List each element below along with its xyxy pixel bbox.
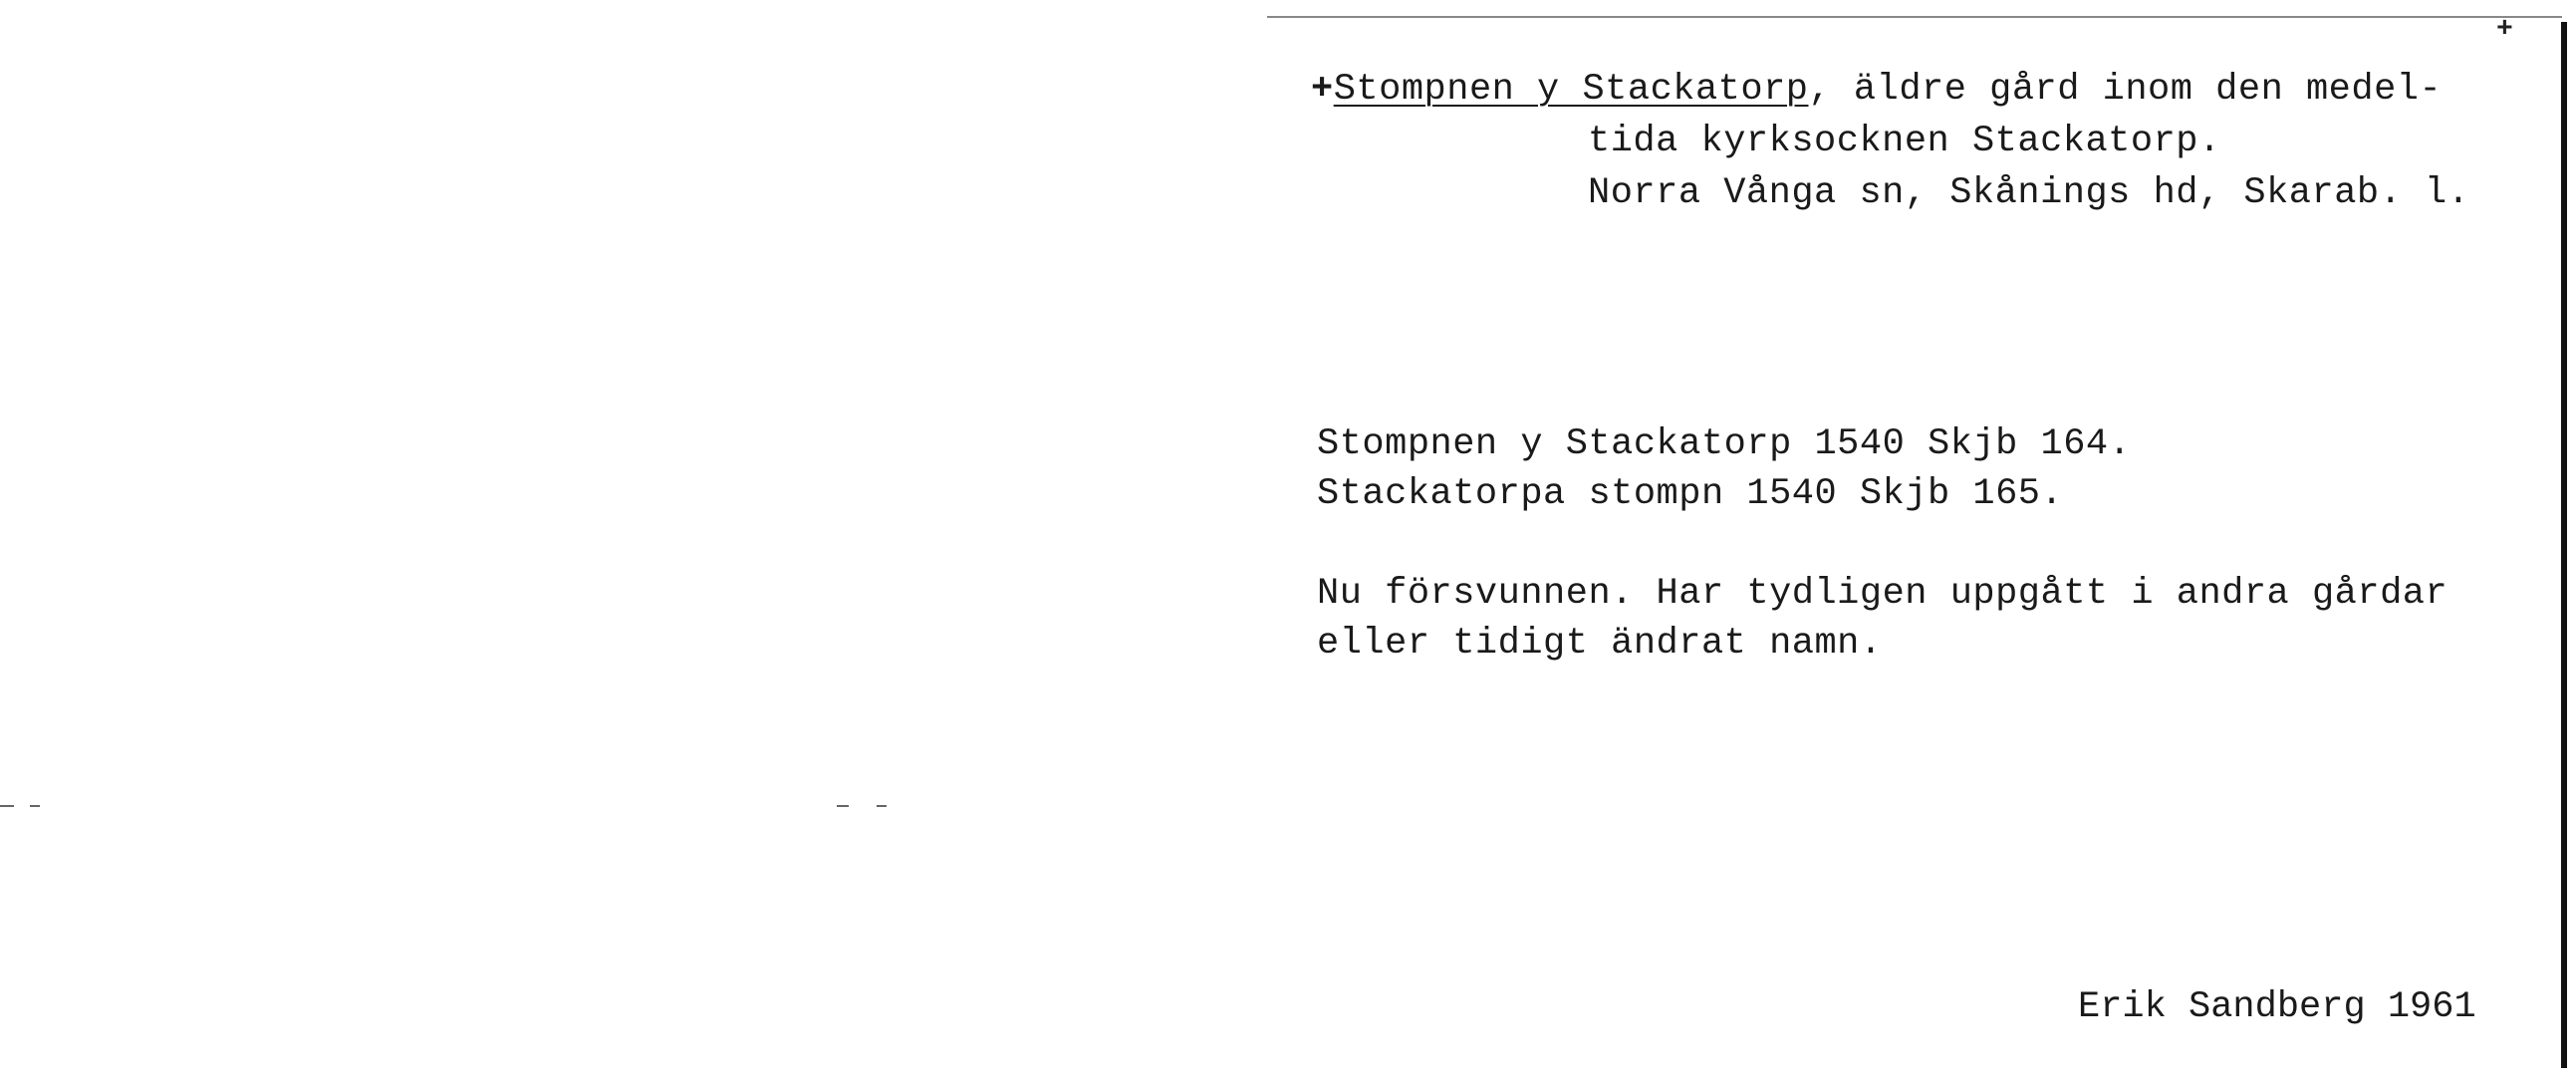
note-line: eller tidigt ändrat namn. (1317, 623, 1883, 665)
heading-line-2: tida kyrksocknen Stackatorp. (1588, 121, 2221, 162)
author-signature: Erik Sandberg 1961 (2078, 986, 2476, 1028)
attestation-line: Stackatorpa stompn 1540 Skjb 165. (1317, 473, 2064, 515)
scan-speck (877, 805, 887, 807)
scan-speck (30, 805, 40, 807)
heading-line-3-location: Norra Vånga sn, Skånings hd, Skarab. l. (1588, 172, 2470, 214)
place-name-heading: Stompnen y Stackatorp (1333, 69, 1809, 111)
attestation-line: Stompnen y Stackatorp 1540 Skjb 164. (1317, 423, 2132, 465)
scan-speck (0, 805, 14, 807)
note-line: Nu försvunnen. Har tydligen uppgått i andra gårdar (1317, 573, 2448, 615)
heading-line-1 (1311, 68, 2442, 112)
scan-speck (837, 805, 849, 807)
card-top-edge (1267, 16, 2562, 18)
corner-plus-mark: + (2496, 14, 2513, 45)
deceased-place-mark: + (1311, 69, 1334, 111)
card-right-edge (2561, 22, 2567, 1068)
heading-description: , äldre gård inom den medel- (1808, 69, 2443, 111)
